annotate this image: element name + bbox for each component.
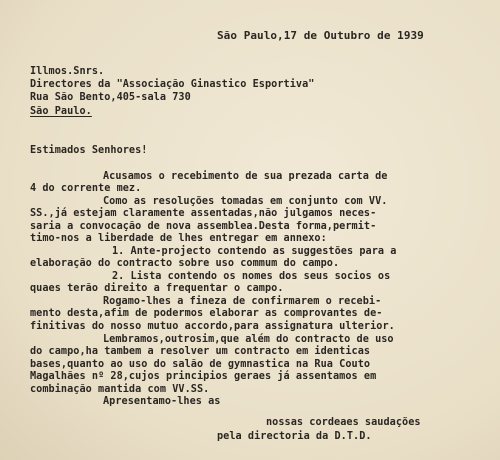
salutation: Estimados Senhores!: [30, 145, 148, 156]
body-line-13: finitivas do nosso mutuo accordo,para assignatura ulterior.: [30, 321, 395, 332]
body-line-6: timo-nos a liberdade de lhes entregar em annexo:: [30, 233, 327, 244]
body-line-17: Magalhães nº 28,cujos principios geraes já assentamos em: [30, 371, 377, 382]
body-line-19: Apresentamo-lhes as: [103, 396, 221, 407]
body-line-5: saria a convocação de nova assemblea.Desta forma,permit-: [30, 221, 377, 232]
body-line-3: Como as resoluções tomadas em conjunto com VV.: [103, 196, 388, 207]
body-line-14: Lembramos,outrosim,que além do contracto de uso: [103, 334, 394, 345]
body-line-11: Rogamo-lhes a fineza de confirmarem o recebi-: [103, 296, 382, 307]
body-line-16: bases,quanto ao uso do salão de gymnastica na Rua Couto: [30, 359, 371, 370]
addressee-line-3: Rua São Bento,405-sala 730: [30, 92, 191, 103]
body-line-2: 4 do corrente mez.: [30, 183, 142, 194]
addressee-line-4: São Paulo.: [30, 106, 92, 117]
closing-line-2: pela directoria da D.T.D.: [217, 431, 372, 442]
body-line-9: 2. Lista contendo os nomes dos seus socios os: [112, 271, 391, 282]
body-line-8: elaboração do contracto sobre uso commum do campo.: [30, 258, 340, 269]
body-line-18: combinação mantida com VV.SS.: [30, 384, 210, 395]
date-line: São Paulo,17 de Outubro de 1939: [217, 29, 424, 42]
body-line-1: Acusamos o recebimento de sua prezada carta de: [103, 171, 388, 182]
body-line-15: do campo,ha tambem a resolver um contracto em identicas: [30, 346, 371, 357]
body-line-10: quaes terão direito a frequentar o campo.: [30, 283, 284, 294]
body-line-12: mento desta,afim de podermos elaborar as comprovantes de-: [30, 308, 383, 319]
body-line-7: 1. Ante-projecto contendo as suggestões para a: [112, 246, 397, 257]
addressee-line-2: Directores da "Associação Ginastico Esportiva": [30, 79, 315, 90]
addressee-line-1: Illmos.Snrs.: [30, 66, 105, 77]
body-line-4: SS.,já estejam claramente assentadas,não julgamos neces-: [30, 208, 377, 219]
closing-line-1: nossas cordeaes saudações: [266, 417, 421, 428]
